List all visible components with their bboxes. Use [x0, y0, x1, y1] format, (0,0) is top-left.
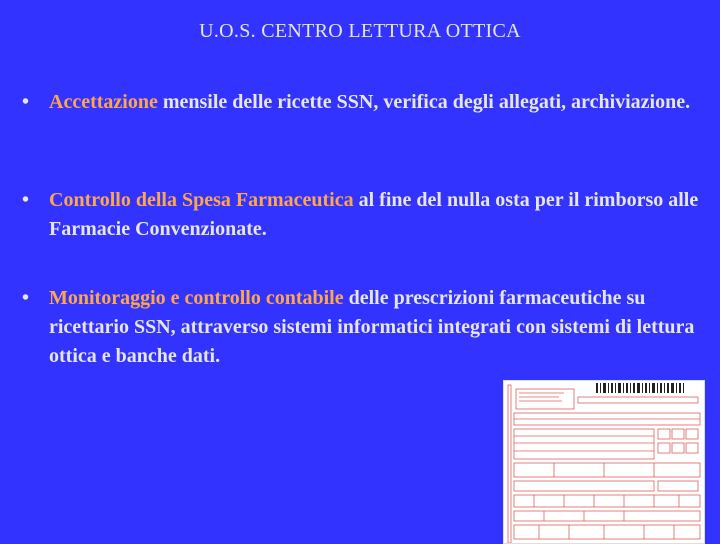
bullet-highlight: Monitoraggio e controllo contabile [49, 287, 344, 309]
bullet-rest: al fine del nulla osta per il rimborso alle Farmacie Convenzionate. [49, 189, 699, 240]
bullet-text-1 [49, 88, 699, 117]
slide-title: U.O.S. CENTRO LETTURA OTTICA [199, 20, 521, 42]
form-lines [508, 385, 700, 543]
prescription-form-image [503, 380, 705, 544]
bullet-dot-icon: • [22, 189, 30, 211]
bullet-dot-icon: • [22, 91, 30, 113]
bullet-rest: delle prescrizioni farmaceutiche su ricettario SSN, attraverso sistemi informatici integrati con sistemi di lettura ottica e banche dati. [49, 287, 695, 367]
bullet-highlight: Controllo della Spesa Farmaceutica [49, 189, 354, 211]
bullet-text-3 [49, 284, 699, 371]
bullet-dot-icon: • [22, 287, 30, 309]
bullet-rest: mensile delle ricette SSN, verifica degli allegati, archiviazione. [157, 91, 691, 113]
barcode [596, 383, 684, 393]
bullet-highlight: Accettazione [49, 91, 158, 113]
prescription-form-drawing [504, 381, 704, 543]
bullet-text-2 [49, 186, 699, 244]
